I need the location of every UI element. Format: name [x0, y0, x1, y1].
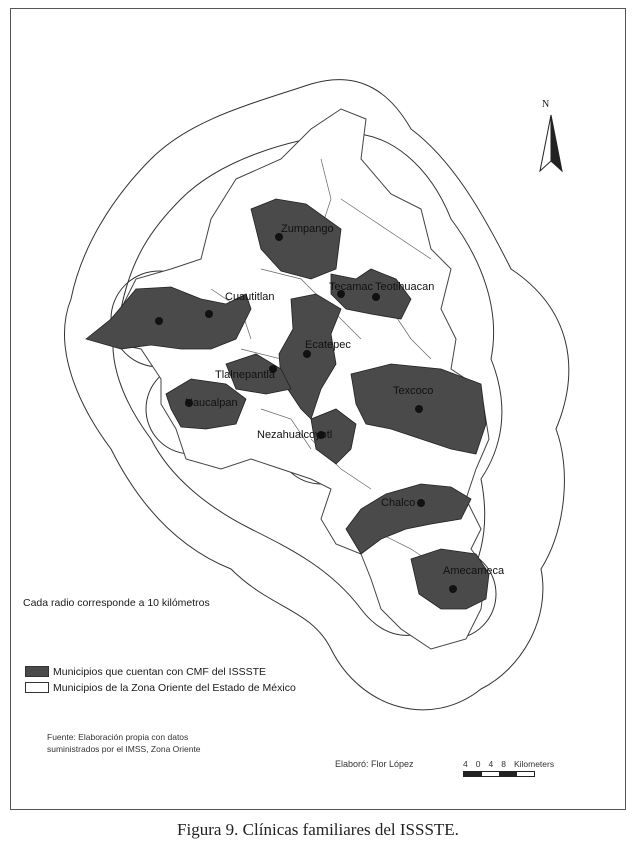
label-naucalpan: Naucalpan	[185, 397, 238, 409]
clinic-point-amecameca	[449, 585, 457, 593]
label-ecatepec: Ecatepec	[305, 339, 351, 351]
legend-label-zone: Municipios de la Zona Oriente del Estado de México	[53, 681, 296, 694]
scale-bar-graphic	[463, 771, 535, 777]
legend	[25, 665, 296, 697]
clinic-point-ecatepec	[303, 350, 311, 358]
north-label: N	[542, 99, 550, 110]
scale-bar	[463, 759, 554, 777]
clinic-point-teotihuacan	[372, 293, 380, 301]
source-note	[47, 731, 201, 755]
author-credit: Elaboró: Flor López	[335, 759, 414, 769]
source-line-2: suministrados por el IMSS, Zona Oriente	[47, 744, 201, 754]
scale-label: 4	[488, 759, 494, 769]
scale-labels	[463, 759, 554, 769]
label-chalco: Chalco	[381, 497, 416, 509]
clinic-point-cuautitlan-1	[155, 317, 163, 325]
label-tecamac: Tecamac	[329, 281, 374, 293]
legend-swatch-cmf	[25, 666, 49, 677]
clinic-point-texcoco	[415, 405, 423, 413]
north-arrow-icon	[537, 113, 567, 183]
legend-swatch-zone	[25, 682, 49, 693]
label-teotihuacan: Teotihuacan	[375, 281, 435, 293]
legend-label-cmf: Municipios que cuentan con CMF del ISSSTE	[53, 665, 267, 678]
label-texcoco: Texcoco	[393, 385, 434, 397]
label-zumpango: Zumpango	[281, 223, 334, 235]
north-arrow	[537, 99, 567, 179]
scale-label: 0	[475, 759, 481, 769]
label-amecameca: Amecameca	[443, 565, 505, 577]
clinic-point-chalco	[417, 499, 425, 507]
label-cuautitlan: Cuautitlan	[225, 291, 275, 303]
legend-item-zone	[25, 681, 296, 694]
label-nezahualcoyotl: Nezahualcoyotl	[257, 429, 333, 441]
scale-unit: Kilometers	[513, 759, 555, 769]
scale-label: 4	[463, 759, 468, 769]
source-line-1: Fuente: Elaboración propia con datos	[47, 732, 189, 742]
figure-caption: Figura 9. Clínicas familiares del ISSSTE.	[177, 820, 459, 839]
radius-note: Cada radio corresponde a 10 kilómetros	[23, 597, 210, 609]
legend-item-cmf	[25, 665, 296, 678]
clinic-point-cuautitlan-2	[205, 310, 213, 318]
map-frame	[10, 8, 626, 810]
scale-label: 8	[501, 759, 506, 769]
label-tlalnepantla: Tlalnepantla	[215, 369, 275, 381]
